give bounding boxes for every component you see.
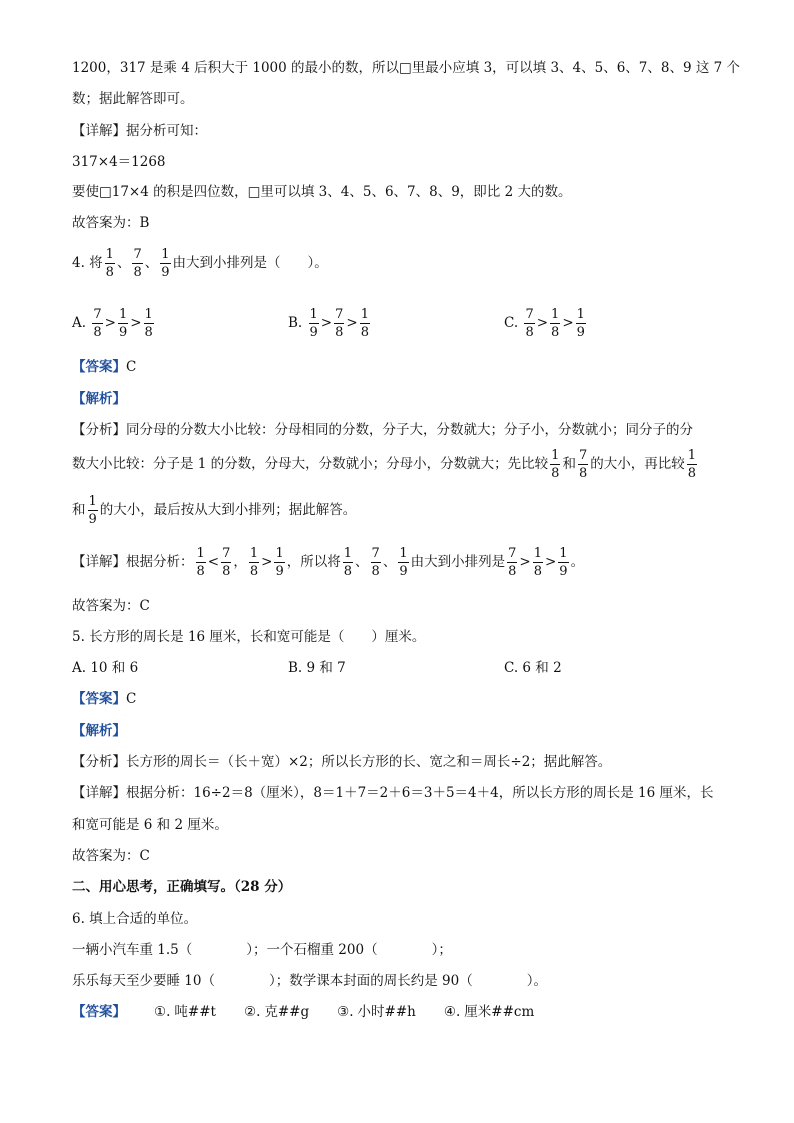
numerator: 1 xyxy=(687,448,697,463)
denominator: 8 xyxy=(93,325,102,340)
numerator: 1 xyxy=(360,307,369,322)
fraction-1-8 xyxy=(105,248,115,279)
q4-detail xyxy=(72,542,584,582)
denominator: 8 xyxy=(533,564,542,579)
separator: 、 xyxy=(144,255,159,271)
fraction xyxy=(550,308,560,339)
denominator: 9 xyxy=(399,564,408,579)
denominator: 8 xyxy=(222,564,231,579)
separator: 、 xyxy=(355,554,369,570)
period: 。 xyxy=(570,554,585,570)
fraction xyxy=(576,308,586,339)
numerator: 1 xyxy=(551,448,560,463)
q4-suffix: 由大到小排列是（ ）。 xyxy=(172,255,328,271)
fenxi-text: 数大小比较：分子是 1 的分数，分母大，分数就小；分母小，分数就大；先比较 xyxy=(72,456,549,472)
numerator: 7 xyxy=(371,546,380,561)
denominator: 8 xyxy=(508,564,517,579)
numerator: 1 xyxy=(343,546,353,561)
denominator: 8 xyxy=(551,466,560,481)
numerator: 1 xyxy=(161,247,170,262)
answer-4: 厘米##cm xyxy=(464,1004,535,1020)
gt-sign: > xyxy=(536,315,549,331)
answer-2: 克##g xyxy=(264,1004,310,1020)
numerator: 7 xyxy=(133,247,142,262)
connector: 和 xyxy=(562,456,576,472)
denominator: 9 xyxy=(161,265,170,280)
numerator: 1 xyxy=(576,307,585,322)
intro-conclusion: 要使□17×4 的积是四位数，□里可以填 3、4、5、6、7、8、9，即比 2 大的数。 xyxy=(72,184,572,200)
denominator: 8 xyxy=(525,325,534,340)
fraction xyxy=(533,547,543,578)
q4-answer xyxy=(72,357,136,377)
answer-3: 小时##h xyxy=(357,1004,416,1020)
denominator: 8 xyxy=(687,466,697,481)
fenxi-tag: 【分析】 xyxy=(72,754,126,770)
fraction xyxy=(360,308,370,339)
fenxi-text: 的大小，再比较 xyxy=(590,456,685,472)
section-2-title: 二、用心思考，正确填写。（28 分） xyxy=(72,879,292,895)
denominator: 8 xyxy=(578,466,588,481)
q6-stem: 6. 填上合适的单位。 xyxy=(72,911,198,927)
numerator: 7 xyxy=(93,307,102,322)
denominator: 8 xyxy=(343,564,353,579)
intro-answer: 故答案为：B xyxy=(72,215,150,231)
denominator: 8 xyxy=(196,564,205,579)
fraction xyxy=(309,308,319,339)
q5-detail-1 xyxy=(72,783,713,803)
answer-tag: 【答案】 xyxy=(72,691,126,707)
fraction xyxy=(274,547,284,578)
gt-sign: > xyxy=(562,315,574,331)
separator: 、 xyxy=(116,255,131,271)
fraction xyxy=(92,308,102,339)
numerator: 1 xyxy=(533,546,542,561)
fraction xyxy=(343,547,353,578)
detail-text: 根据分析： xyxy=(126,554,194,570)
q6-line-2: 乐乐每天至少要睡 10（ ）；数学课本封面的周长约是 90（ ）。 xyxy=(72,973,547,989)
fraction xyxy=(507,547,517,578)
denominator: 8 xyxy=(249,564,259,579)
answer-1: 吨##t xyxy=(174,1004,216,1020)
q4-prefix: 4. 将 xyxy=(72,255,103,271)
answer-mark-4: ④. xyxy=(443,1004,461,1020)
numerator: 7 xyxy=(508,546,517,561)
q5-fenxi xyxy=(72,752,611,772)
analysis-tag: 【解析】 xyxy=(72,723,126,739)
fraction xyxy=(371,547,381,578)
answer-value: C xyxy=(126,691,137,707)
fraction xyxy=(249,547,259,578)
q5-option-b: B. 9 和 7 xyxy=(288,660,346,676)
fraction xyxy=(524,308,534,339)
numerator: 1 xyxy=(249,546,259,561)
detail-text: ，所以将 xyxy=(286,554,341,570)
fraction xyxy=(196,547,206,578)
intro-calc: 317×4＝1268 xyxy=(72,154,166,170)
q5-analysis-tag xyxy=(72,721,126,741)
answer-tag: 【答案】 xyxy=(72,1004,126,1020)
q6-answer xyxy=(72,1002,534,1022)
numerator: 1 xyxy=(144,307,153,322)
detail-tag: 【详解】 xyxy=(72,785,126,801)
denominator: 8 xyxy=(371,564,380,579)
q4-stem xyxy=(72,244,328,282)
fraction xyxy=(687,449,697,480)
gt-sign: > xyxy=(104,315,116,331)
q5-option-c: C. 6 和 2 xyxy=(504,660,562,676)
denominator: 8 xyxy=(144,325,153,340)
answer-mark-2: ②. xyxy=(243,1004,261,1020)
lt-sign: < xyxy=(207,554,220,570)
answer-mark-3: ③. xyxy=(337,1004,354,1020)
denominator: 9 xyxy=(118,325,128,340)
numerator: 7 xyxy=(525,307,534,322)
connector: 和 xyxy=(72,502,86,518)
fraction-7-8 xyxy=(132,248,142,279)
denominator: 9 xyxy=(275,564,284,579)
q4-fenxi-2 xyxy=(72,444,699,484)
q5-answer xyxy=(72,689,136,709)
numerator: 1 xyxy=(196,546,205,561)
numerator: 1 xyxy=(309,307,318,322)
q6-line-1: 一辆小汽车重 1.5（ ）；一个石榴重 200（ ）； xyxy=(72,942,452,958)
denominator: 8 xyxy=(551,325,560,340)
numerator: 7 xyxy=(578,448,588,463)
q5-stem: 5. 长方形的周长是 16 厘米，长和宽可能是（ ）厘米。 xyxy=(72,629,426,645)
numerator: 1 xyxy=(275,546,284,561)
q5-option-a: A. 10 和 6 xyxy=(72,660,139,676)
answer-tag: 【答案】 xyxy=(72,359,126,375)
gt-sign: > xyxy=(519,554,531,570)
fraction xyxy=(88,495,98,526)
option-letter: A. xyxy=(72,315,87,331)
fenxi-text: 长方形的周长＝（长＋宽）×2；所以长方形的长、宽之和＝周长÷2；据此解答。 xyxy=(126,754,612,770)
option-letter: C. xyxy=(504,315,519,331)
denominator: 8 xyxy=(133,265,142,280)
q4-option-a xyxy=(72,304,156,342)
numerator: 1 xyxy=(105,247,114,262)
gt-sign: > xyxy=(544,554,557,570)
detail-text: 据分析可知： xyxy=(126,123,207,139)
comma: ， xyxy=(233,554,247,570)
numerator: 1 xyxy=(88,494,97,509)
analysis-tag: 【解析】 xyxy=(72,391,126,407)
numerator: 7 xyxy=(335,307,344,322)
q4-option-c xyxy=(504,304,588,342)
denominator: 8 xyxy=(335,325,344,340)
fraction xyxy=(558,547,568,578)
gt-sign: > xyxy=(320,315,333,331)
q4-fenxi-1 xyxy=(72,420,693,440)
q5-detail-2: 和宽可能是 6 和 2 厘米。 xyxy=(72,817,228,833)
detail-text: 由大到小排列是 xyxy=(410,554,506,570)
fraction xyxy=(334,308,344,339)
denominator: 8 xyxy=(105,265,114,280)
q4-analysis-tag xyxy=(72,389,126,409)
gt-sign: > xyxy=(261,554,273,570)
q4-option-b xyxy=(288,304,372,342)
fraction xyxy=(144,308,154,339)
detail-text: 根据分析：16÷2＝8（厘米），8＝1＋7＝2＋6＝3＋5＝4＋4，所以长方形的周长是 16 厘米，长 xyxy=(126,785,714,801)
fenxi-tag: 【分析】 xyxy=(72,422,126,438)
intro-line-2: 数；据此解答即可。 xyxy=(72,91,194,107)
detail-tag: 【详解】 xyxy=(72,123,126,139)
fraction xyxy=(550,449,560,480)
answer-mark-1: ①. xyxy=(154,1004,171,1020)
intro-detail xyxy=(72,121,207,141)
fraction xyxy=(221,547,231,578)
denominator: 9 xyxy=(559,564,568,579)
q4-fenxi-3 xyxy=(72,490,356,530)
fraction xyxy=(398,547,408,578)
option-letter: B. xyxy=(288,315,303,331)
fenxi-text: 同分母的分数大小比较：分母相同的分数，分子大，分数就大；分子小，分数就小；同分子的分 xyxy=(126,422,693,438)
fraction-1-9 xyxy=(160,248,170,279)
q4-final: 故答案为：C xyxy=(72,598,150,614)
denominator: 9 xyxy=(88,512,97,527)
intro-line-1: 1200，317 是乘 4 后积大于 1000 的最小的数，所以□里最小应填 3，可以填 3、4、5、6、7、8、9 这 7 个 xyxy=(72,60,741,76)
gt-sign: > xyxy=(130,315,142,331)
denominator: 8 xyxy=(360,325,369,340)
fenxi-text: 的大小，最后按从大到小排列；据此解答。 xyxy=(99,502,357,518)
numerator: 1 xyxy=(559,546,568,561)
numerator: 1 xyxy=(399,546,408,561)
separator: 、 xyxy=(382,554,397,570)
fraction xyxy=(578,449,588,480)
fraction xyxy=(118,308,128,339)
gt-sign: > xyxy=(346,315,358,331)
q5-final: 故答案为：C xyxy=(72,848,150,864)
denominator: 9 xyxy=(576,325,585,340)
detail-tag: 【详解】 xyxy=(72,554,126,570)
denominator: 9 xyxy=(309,325,318,340)
numerator: 1 xyxy=(118,307,128,322)
answer-value: C xyxy=(126,359,137,375)
numerator: 7 xyxy=(222,546,231,561)
numerator: 1 xyxy=(551,307,560,322)
